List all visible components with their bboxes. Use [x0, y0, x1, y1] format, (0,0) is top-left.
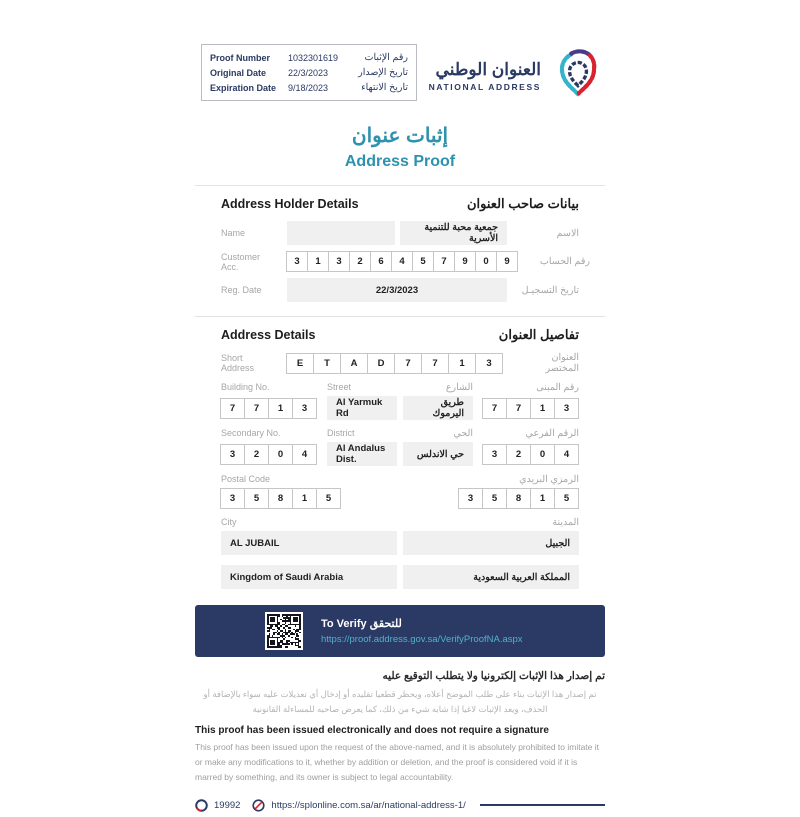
secondary-no-label-ar: الرقم الفرعي — [525, 428, 579, 439]
street-value-ar: طريق اليرموك — [403, 396, 473, 420]
expiration-date-row — [210, 80, 408, 95]
verify-text-block — [321, 617, 523, 645]
verify-url-link[interactable]: https://proof.address.gov.sa/VerifyProofNA.aspx — [321, 634, 523, 645]
digit-cell: 7 — [433, 251, 455, 272]
customer-account-label: Customer Acc. — [221, 251, 261, 272]
district-value-en: Al Andalus Dist. — [327, 442, 397, 466]
secondary-no-label: Secondary No. — [221, 428, 281, 438]
holder-section-title-ar: بيانات صاحب العنوان — [467, 196, 579, 211]
location-pin-logo-icon — [551, 46, 605, 105]
digit-cell: 3 — [292, 398, 317, 419]
building-no-label-ar: رقم المبنى — [536, 382, 579, 393]
digit-cell: 4 — [391, 251, 413, 272]
building-street-labels — [221, 382, 579, 393]
building-no-digits-ar — [483, 398, 579, 419]
address-section-title-en: Address Details — [221, 328, 316, 342]
digit-cell: 3 — [286, 251, 308, 272]
digit-cell: E — [286, 353, 314, 374]
holder-section-title-en: Address Holder Details — [221, 197, 359, 211]
registration-date-label: Reg. Date — [221, 285, 262, 295]
city-label-ar: المدينة — [552, 517, 579, 528]
building-street-row — [221, 396, 579, 420]
building-no-label: Building No. — [221, 382, 270, 392]
name-value-ar: جمعية محبة للتنمية الأسرية — [400, 221, 508, 245]
qr-code — [265, 612, 303, 650]
original-date-label-ar: تاريخ الإصدار — [358, 67, 408, 78]
footer-url-link[interactable]: https://splonline.com.sa/ar/national-address-1/ — [271, 799, 466, 811]
city-value-ar: الجبيل — [403, 531, 579, 555]
logo-title-arabic: العنوان الوطني — [435, 59, 541, 79]
digit-cell: 2 — [244, 444, 269, 465]
country-value-en: Kingdom of Saudi Arabia — [221, 565, 397, 589]
national-address-logo — [429, 46, 605, 105]
digit-cell: 9 — [454, 251, 476, 272]
logo-title-english: NATIONAL ADDRESS — [428, 81, 541, 92]
verify-banner — [195, 605, 605, 657]
original-date-row — [210, 65, 408, 80]
legal-notes — [195, 670, 605, 786]
digit-cell: 1 — [292, 488, 317, 509]
digit-cell: 1 — [307, 251, 329, 272]
digit-cell: 3 — [482, 444, 507, 465]
short-address-label: Short Address — [221, 353, 255, 373]
expiration-date-label: Expiration Date — [210, 82, 277, 93]
note-english-small: This proof has been issued upon the request of the above-named, and it is absolutely prohibited to imitate it or make any modifications to it, whether by addition or deletion, and the proof is considered void if it is marred by something, and its owner is subject to legal accountability. — [195, 741, 599, 783]
customer-account-row — [221, 251, 590, 272]
district-value-ar: حي الاندلس — [403, 442, 473, 466]
name-row — [221, 221, 579, 245]
logo-wordmark — [429, 60, 541, 92]
secondary-no-digits-ar — [483, 444, 579, 465]
city-labels — [221, 517, 579, 528]
digit-cell: 3 — [458, 488, 483, 509]
country-value-ar: المملكة العربية السعودية — [403, 565, 579, 589]
expiration-date-value: 9/18/2023 — [288, 82, 329, 93]
footer-phone-number: 19992 — [214, 799, 241, 811]
digit-cell: 7 — [244, 398, 269, 419]
digit-cell: 1 — [448, 353, 476, 374]
digit-cell: 3 — [475, 353, 503, 374]
digit-cell: 8 — [506, 488, 531, 509]
postal-code-labels — [221, 474, 579, 485]
customer-account-digits — [287, 251, 518, 272]
postal-code-digits — [221, 488, 341, 509]
digit-cell: 7 — [394, 353, 422, 374]
registration-date-label-ar: تاريخ التسجيـل — [521, 284, 579, 296]
original-date-label: Original Date — [210, 67, 267, 78]
digit-cell: 8 — [268, 488, 293, 509]
digit-cell: T — [313, 353, 341, 374]
postal-code-digits-ar — [459, 488, 579, 509]
digit-cell: 1 — [530, 488, 555, 509]
holder-section-header — [221, 196, 579, 212]
globe-icon — [252, 799, 265, 812]
country-row — [221, 565, 579, 589]
street-value-en: Al Yarmuk Rd — [327, 396, 397, 420]
digit-cell: 7 — [220, 398, 245, 419]
address-section-title-ar: تفاصيل العنوان — [498, 327, 579, 342]
short-address-label-ar: العنوان المختصر — [545, 352, 579, 374]
phone-icon — [195, 799, 208, 812]
digit-cell: 5 — [244, 488, 269, 509]
district-label-ar: الحي — [453, 428, 473, 439]
digit-cell: 3 — [220, 444, 245, 465]
address-holder-details-section — [195, 186, 605, 302]
customer-account-label-ar: رقم الحساب — [539, 256, 590, 267]
street-label-ar: الشارع — [445, 382, 473, 393]
secondary-no-digits — [221, 444, 321, 465]
city-label: City — [221, 517, 237, 527]
city-row — [221, 531, 579, 555]
name-value-en — [287, 221, 395, 245]
postal-code-label: Postal Code — [221, 474, 271, 484]
short-address-row — [221, 352, 579, 374]
district-label: District — [327, 428, 355, 438]
name-label: Name — [221, 228, 246, 238]
digit-cell: 2 — [349, 251, 371, 272]
digit-cell: 4 — [554, 444, 579, 465]
digit-cell: 3 — [220, 488, 245, 509]
postal-code-row — [221, 488, 579, 509]
digit-cell: 2 — [506, 444, 531, 465]
digit-cell: 0 — [268, 444, 293, 465]
digit-cell: 3 — [554, 398, 579, 419]
secondary-district-row — [221, 442, 579, 466]
proof-info-table — [201, 44, 417, 101]
city-value-en: AL JUBAIL — [221, 531, 397, 555]
short-address-cells — [287, 353, 507, 374]
document-header — [201, 44, 605, 105]
registration-date-row — [221, 278, 579, 302]
building-no-digits — [221, 398, 321, 419]
name-values — [287, 221, 507, 245]
proof-number-label: Proof Number — [210, 52, 271, 63]
digit-cell: 7 — [506, 398, 531, 419]
digit-cell: 5 — [412, 251, 434, 272]
document-title — [195, 123, 605, 171]
original-date-value: 22/3/2023 — [288, 67, 329, 78]
digit-cell: 6 — [370, 251, 392, 272]
digit-cell: 9 — [496, 251, 518, 272]
document-title-english: Address Proof — [344, 153, 456, 170]
proof-number-label-ar: رقم الإثبات — [364, 52, 408, 63]
proof-number-row — [210, 50, 408, 65]
note-english-bold: This proof has been issued electronically and does not require a signature — [195, 724, 549, 736]
street-label: Street — [327, 382, 352, 392]
digit-cell: 7 — [421, 353, 449, 374]
footer-rule — [480, 804, 605, 806]
note-arabic-small: تم إصدار هذا الإثبات بناء على طلب الموضح أعلاه، ويحظر قطعيا تقليده أو إدخال أي تعديلات عليه سواء بالإضافة أو الحذف، ويعد الإثبات لاغيا إذا شابه شيء من ذلك، كما يعرض صاحبه للمساءلة القانونية — [203, 689, 597, 714]
digit-cell: 1 — [268, 398, 293, 419]
digit-cell: 5 — [316, 488, 341, 509]
postal-code-label-ar: الرمزي البريدي — [519, 474, 579, 485]
secondary-district-labels — [221, 428, 579, 439]
digit-cell: 5 — [554, 488, 579, 509]
registration-date-value: 22/3/2023 — [287, 278, 507, 302]
digit-cell: 4 — [292, 444, 317, 465]
verify-title: To Verify للتحقق — [321, 618, 402, 630]
name-label-ar: الاسم — [556, 227, 579, 239]
address-proof-document — [195, 0, 605, 812]
digit-cell: 3 — [328, 251, 350, 272]
address-section-header — [221, 327, 579, 343]
digit-cell: 1 — [530, 398, 555, 419]
digit-cell: 0 — [530, 444, 555, 465]
proof-number-value: 1032301619 — [288, 52, 339, 63]
digit-cell: 7 — [482, 398, 507, 419]
digit-cell: D — [367, 353, 395, 374]
document-footer — [195, 799, 605, 812]
address-details-section — [195, 317, 605, 589]
document-title-arabic: إثبات عنوان — [351, 125, 449, 147]
note-arabic-bold: تم إصدار هذا الإثبات إلكترونيا ولا يتطلب التوقيع عليه — [382, 670, 605, 682]
digit-cell: 5 — [482, 488, 507, 509]
digit-cell: 0 — [475, 251, 497, 272]
expiration-date-label-ar: تاريخ الانتهاء — [361, 82, 408, 93]
digit-cell: A — [340, 353, 368, 374]
